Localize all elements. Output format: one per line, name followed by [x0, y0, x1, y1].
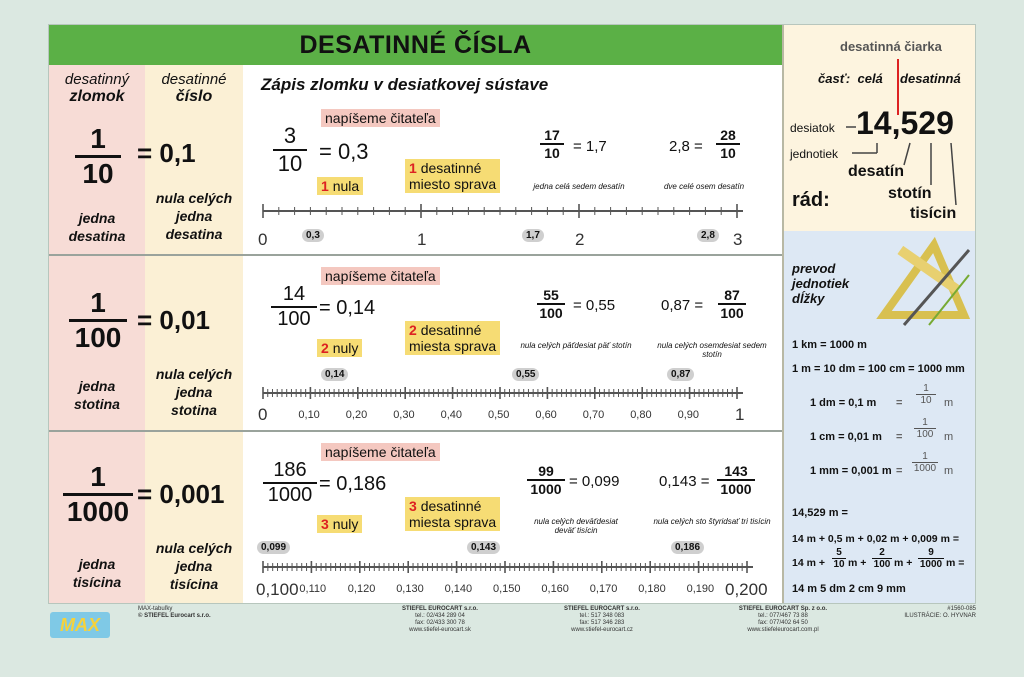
- axis-label: 0,170: [589, 583, 618, 595]
- fraction: [63, 461, 133, 528]
- example3-caption: nula celých sto štyridsať tri tisícin: [653, 517, 771, 526]
- word-line: desatina: [68, 228, 126, 244]
- conversion-fraction: [912, 451, 938, 474]
- contact-cz: [542, 606, 662, 634]
- contact-link[interactable]: www.stiefel-eurocart.cz: [571, 627, 633, 633]
- note-zeros: [317, 177, 363, 195]
- note-text: nuly: [332, 340, 359, 356]
- max-logo: MAX: [50, 612, 110, 638]
- note-text: nuly: [332, 516, 359, 532]
- word-line: stotina: [74, 396, 120, 412]
- value-marker: 0,87: [667, 368, 694, 381]
- word-line: nula celých: [155, 190, 233, 206]
- conversion-line: m +: [848, 557, 867, 569]
- contact-line: tel.: 517 348 083: [579, 613, 625, 619]
- axis-label: 0,90: [677, 409, 700, 421]
- whole-label: celá: [857, 71, 883, 86]
- example-value: = 0,3: [319, 139, 369, 164]
- example2-fraction: [540, 127, 564, 161]
- note-count: 3: [409, 498, 417, 514]
- decimal-words: [145, 189, 243, 243]
- example3-fraction: [717, 463, 755, 497]
- axis-label: 0,10: [298, 409, 320, 421]
- note-count: 3: [321, 516, 329, 532]
- fraction-denominator: 10: [833, 559, 845, 570]
- note-count: 2: [321, 340, 329, 356]
- example3-fraction: [716, 127, 740, 161]
- brand-line: MAX-tabuľky: [138, 606, 173, 612]
- fraction-numerator: 17: [544, 127, 560, 143]
- value-marker: 0,14: [321, 368, 348, 381]
- note-places: [405, 497, 500, 531]
- part-label: časť:: [818, 71, 851, 86]
- example2-value: = 0,55: [573, 297, 616, 314]
- axis-label: 0: [258, 405, 268, 424]
- axis-label: 0: [258, 230, 268, 249]
- value-marker: 2,8: [697, 229, 719, 242]
- axis-label: 0,120: [347, 583, 376, 595]
- unit-label: m: [944, 465, 954, 477]
- conversion-line: 1 m = 10 dm = 100 cm = 1000 mm: [792, 363, 965, 375]
- word-line: jedna: [175, 384, 213, 400]
- fraction-denominator: 100: [720, 305, 744, 321]
- conversion-fraction: [832, 547, 846, 570]
- conversion-line: 14 m 5 dm 2 cm 9 mm: [792, 583, 906, 595]
- title-text: DESATINNÉ ČÍSLA: [299, 30, 532, 59]
- fraction-denominator: 100: [74, 322, 122, 353]
- conversion-fraction: [872, 547, 892, 570]
- fraction-numerator: 14: [282, 283, 306, 305]
- number-line: [259, 201, 749, 221]
- header-decimal: [145, 71, 243, 105]
- axis-label: 0,60: [535, 409, 557, 421]
- word-line: desatina: [165, 226, 223, 242]
- example2-value: = 0,099: [569, 473, 620, 490]
- fraction-numerator: 1: [922, 417, 928, 428]
- note-places: [405, 159, 500, 193]
- fraction-denominator: 100: [873, 559, 891, 570]
- title-line: dĺžky: [792, 291, 825, 306]
- conversion-line: 1 km = 1000 m: [792, 339, 867, 351]
- note-numerator: napíšeme čitateľa: [321, 443, 440, 461]
- example2-caption: jedna celá sedem desatín: [533, 182, 625, 191]
- fraction-numerator: 1: [922, 451, 928, 462]
- contact-link[interactable]: www.stiefel-eurocart.sk: [409, 627, 471, 633]
- note-zeros: [317, 515, 362, 533]
- unit-label: m: [944, 431, 954, 443]
- fraction-numerator: 99: [538, 463, 554, 479]
- contact-pl: [718, 606, 848, 634]
- word-line: jedna: [175, 558, 213, 574]
- note-count: 1: [409, 160, 417, 176]
- section-title: Zápis zlomku v desiatkovej sústave: [261, 75, 549, 94]
- fraction-numerator: 55: [543, 287, 559, 303]
- header-decimal-line1: desatinné: [161, 71, 227, 88]
- axis-label: 0,110: [299, 583, 327, 595]
- note-text: desatinné: [420, 160, 482, 176]
- value-marker: 1,7: [522, 229, 544, 242]
- fraction-denominator: 10: [920, 395, 932, 406]
- order-label: rád:: [792, 189, 830, 211]
- hundredths-label: stotín: [888, 185, 932, 202]
- fraction-numerator: 1: [90, 287, 106, 318]
- conversion-line: 1 cm = 0,01 m: [810, 431, 882, 443]
- example3-value: 0,143 =: [659, 473, 710, 490]
- contact-link[interactable]: www.stiefeleurocart.com.pl: [747, 627, 819, 633]
- fraction-words: [49, 209, 145, 245]
- fraction-denominator: 100: [277, 308, 311, 330]
- tenths-label: desatín: [848, 163, 905, 180]
- contact-sk: [380, 606, 500, 634]
- header-fraction-line1: desatinný: [64, 71, 130, 88]
- row-divider: [49, 254, 782, 256]
- axis-label: 0,80: [630, 409, 652, 421]
- fraction: [75, 123, 121, 190]
- fraction-numerator: 1: [90, 123, 106, 154]
- fraction-denominator: 10: [544, 145, 560, 161]
- conversion-line: 1 mm = 0,001 m: [810, 465, 892, 477]
- row-divider: [49, 430, 782, 432]
- header-fraction-line2: zlomok: [69, 88, 125, 105]
- note-numerator: napíšeme čitateľa: [321, 267, 440, 285]
- example2-caption: [511, 517, 641, 535]
- word-line: jedna: [175, 208, 213, 224]
- word-line: jedna: [78, 210, 116, 226]
- brand-line: © STIEFEL Eurocart s.r.o.: [138, 613, 211, 619]
- unit-label: m: [944, 397, 954, 409]
- value-marker: 0,3: [302, 229, 324, 242]
- fraction-denominator: 1000: [913, 463, 937, 474]
- word-line: stotina: [171, 402, 217, 418]
- number-int: 14: [856, 105, 892, 141]
- fraction-numerator: 143: [724, 463, 748, 479]
- product-code: #1560-085: [947, 606, 976, 612]
- conversion-fraction: [916, 383, 936, 406]
- fraction-denominator: 1000: [267, 484, 313, 506]
- contact-line: fax: 02/433 300 78: [415, 620, 465, 626]
- axis-label: 0,100: [256, 580, 299, 599]
- note-text: nula: [332, 178, 360, 194]
- conversion-line: 14 m + 0,5 m + 0,02 m + 0,009 m =: [792, 533, 959, 545]
- caption-line: nula celých deväťdesiat: [534, 517, 618, 526]
- example-value: = 0,186: [319, 473, 387, 495]
- axis-label: 0,200: [725, 580, 768, 599]
- comma-label: desatinná čiarka: [840, 39, 942, 54]
- caption-line: deväť tisícin: [554, 526, 598, 535]
- example-value: = 0,14: [319, 297, 376, 319]
- contact-line: tel.: 077/467 73 88: [758, 613, 808, 619]
- value-marker: 0,143: [467, 541, 500, 554]
- fraction-words: [49, 377, 145, 413]
- contact-line: fax: 517 346 283: [579, 620, 625, 626]
- example3-caption: nula celých osemdesiat sedem stotín: [657, 341, 767, 359]
- axis-label: 2: [575, 230, 585, 249]
- contact-line: STIEFEL EUROCART s.r.o.: [402, 606, 478, 612]
- axis-label: 1: [417, 230, 427, 249]
- example3-value: 0,87 =: [661, 297, 704, 314]
- fraction-denominator: 1000: [66, 496, 130, 527]
- conversion-line: 1 dm = 0,1 m: [810, 397, 877, 409]
- fraction-numerator: 186: [273, 459, 307, 481]
- value-marker: 0,186: [671, 541, 704, 554]
- note-count: 2: [409, 322, 417, 338]
- example3-caption: dve celé osem desatín: [663, 182, 745, 191]
- conversion-line: 14,529 m =: [792, 507, 848, 519]
- contact-line: fax: 077/402 64 50: [758, 620, 808, 626]
- poster: [48, 24, 976, 604]
- example2-fraction: [527, 463, 565, 497]
- conversion-line: m +: [894, 557, 913, 569]
- note-text: miesto sprava: [409, 176, 497, 192]
- fraction-numerator: 9: [928, 547, 934, 558]
- note-text: desatinné: [420, 322, 482, 338]
- example2-fraction: [537, 287, 565, 321]
- axis-label: 0,190: [686, 583, 715, 595]
- note-places: [405, 321, 500, 355]
- axis-label: 0,140: [444, 583, 473, 595]
- example-fraction: [271, 283, 317, 331]
- title-line: prevod: [792, 261, 836, 276]
- fraction-numerator: 2: [879, 547, 885, 558]
- axis-label: 0,30: [393, 409, 415, 421]
- header-fraction: [49, 71, 145, 105]
- contact-line: tel.: 02/434 289 04: [415, 613, 465, 619]
- axis-label: 0,40: [440, 409, 463, 421]
- equals-sign: =: [896, 431, 903, 443]
- word-line: tisícina: [169, 576, 219, 592]
- page-title: [49, 25, 782, 65]
- fraction-numerator: 5: [836, 547, 842, 558]
- axis-label: 0,150: [493, 583, 521, 595]
- example2-caption: nula celých päťdesiat päť stotín: [520, 341, 632, 350]
- conversion-fraction: [914, 417, 936, 440]
- word-line: tisícina: [72, 574, 122, 590]
- note-count: 1: [321, 178, 329, 194]
- tens-label: desiatok: [790, 121, 835, 135]
- number-comma: ,: [891, 105, 901, 141]
- contact-line: STIEFEL EUROCART Sp. z o.o.: [738, 606, 828, 612]
- conversion-fraction: [918, 547, 944, 570]
- fraction-denominator: 1000: [720, 481, 752, 497]
- decimal-label: desatinná: [900, 71, 961, 86]
- contact-line: STIEFEL EUROCART s.r.o.: [564, 606, 640, 612]
- decimal-value: = 0,001: [137, 479, 225, 509]
- axis-label: 0,70: [582, 409, 605, 421]
- ones-label: jednotiek: [790, 147, 839, 161]
- header-decimal-line2: číslo: [175, 88, 213, 105]
- fraction-numerator: 87: [724, 287, 740, 303]
- axis-label: 0,130: [396, 583, 424, 595]
- place-value-panel: [784, 25, 976, 231]
- fraction-words: [49, 555, 145, 591]
- axis-label: 0,50: [488, 409, 510, 421]
- fraction-denominator: 100: [539, 305, 563, 321]
- axis-label: 0,20: [345, 409, 368, 421]
- credits: [880, 606, 976, 620]
- note-text: miesta sprava: [409, 338, 497, 354]
- equals-sign: =: [896, 465, 903, 477]
- fraction-numerator: 1: [90, 461, 106, 492]
- note-numerator: napíšeme čitateľa: [321, 109, 440, 127]
- fraction-denominator: 10: [720, 145, 736, 161]
- place-arrows: [784, 25, 976, 231]
- example-fraction: [273, 123, 307, 177]
- ruler-icon: [874, 235, 974, 331]
- example3-value: 2,8 =: [669, 138, 703, 155]
- value-marker: 0,099: [257, 541, 290, 554]
- fraction-denominator: 100: [916, 429, 934, 440]
- number-line: [259, 383, 749, 403]
- fraction-denominator: 1000: [530, 481, 562, 497]
- number-dec: 529: [900, 105, 954, 141]
- fraction: [69, 287, 127, 354]
- axis-label: 0,180: [638, 583, 666, 595]
- example3-fraction: [718, 287, 746, 321]
- example-fraction: [263, 459, 317, 507]
- note-text: desatinné: [420, 498, 482, 514]
- thousandths-label: tisícin: [910, 205, 957, 222]
- fraction-numerator: 28: [720, 127, 736, 143]
- fraction-denominator: 1000: [919, 559, 943, 570]
- title-line: jednotiek: [792, 276, 850, 291]
- example2-value: = 1,7: [573, 138, 607, 155]
- word-line: jedna: [78, 378, 116, 394]
- unit-conversion-panel: [784, 231, 976, 604]
- word-line: nula celých: [155, 366, 233, 382]
- decimal-value: = 0,01: [137, 305, 211, 335]
- fraction-numerator: 3: [283, 123, 297, 148]
- conversion-line: m =: [946, 557, 965, 569]
- axis-label: 1: [735, 405, 745, 424]
- brand-info: [138, 606, 211, 620]
- word-line: nula celých: [155, 540, 233, 556]
- axis-label: 3: [733, 230, 743, 249]
- decimal-words: [145, 539, 243, 593]
- note-zeros: [317, 339, 362, 357]
- equals-sign: =: [896, 397, 903, 409]
- conversion-title: [792, 261, 849, 306]
- axis-label: 0,160: [541, 583, 569, 595]
- note-text: miesta sprava: [409, 514, 497, 530]
- decimal-value: = 0,1: [137, 138, 196, 168]
- value-marker: 0,55: [512, 368, 539, 381]
- fraction-denominator: 10: [82, 158, 114, 189]
- illustrator: ILUSTRÁCIE: O. HYVNAR: [904, 613, 976, 619]
- fraction-denominator: 10: [277, 151, 303, 176]
- conversion-line: 14 m +: [792, 557, 825, 569]
- fraction-numerator: 1: [923, 383, 929, 394]
- word-line: jedna: [78, 556, 116, 572]
- number-line: [259, 557, 759, 577]
- decimal-words: [145, 365, 243, 419]
